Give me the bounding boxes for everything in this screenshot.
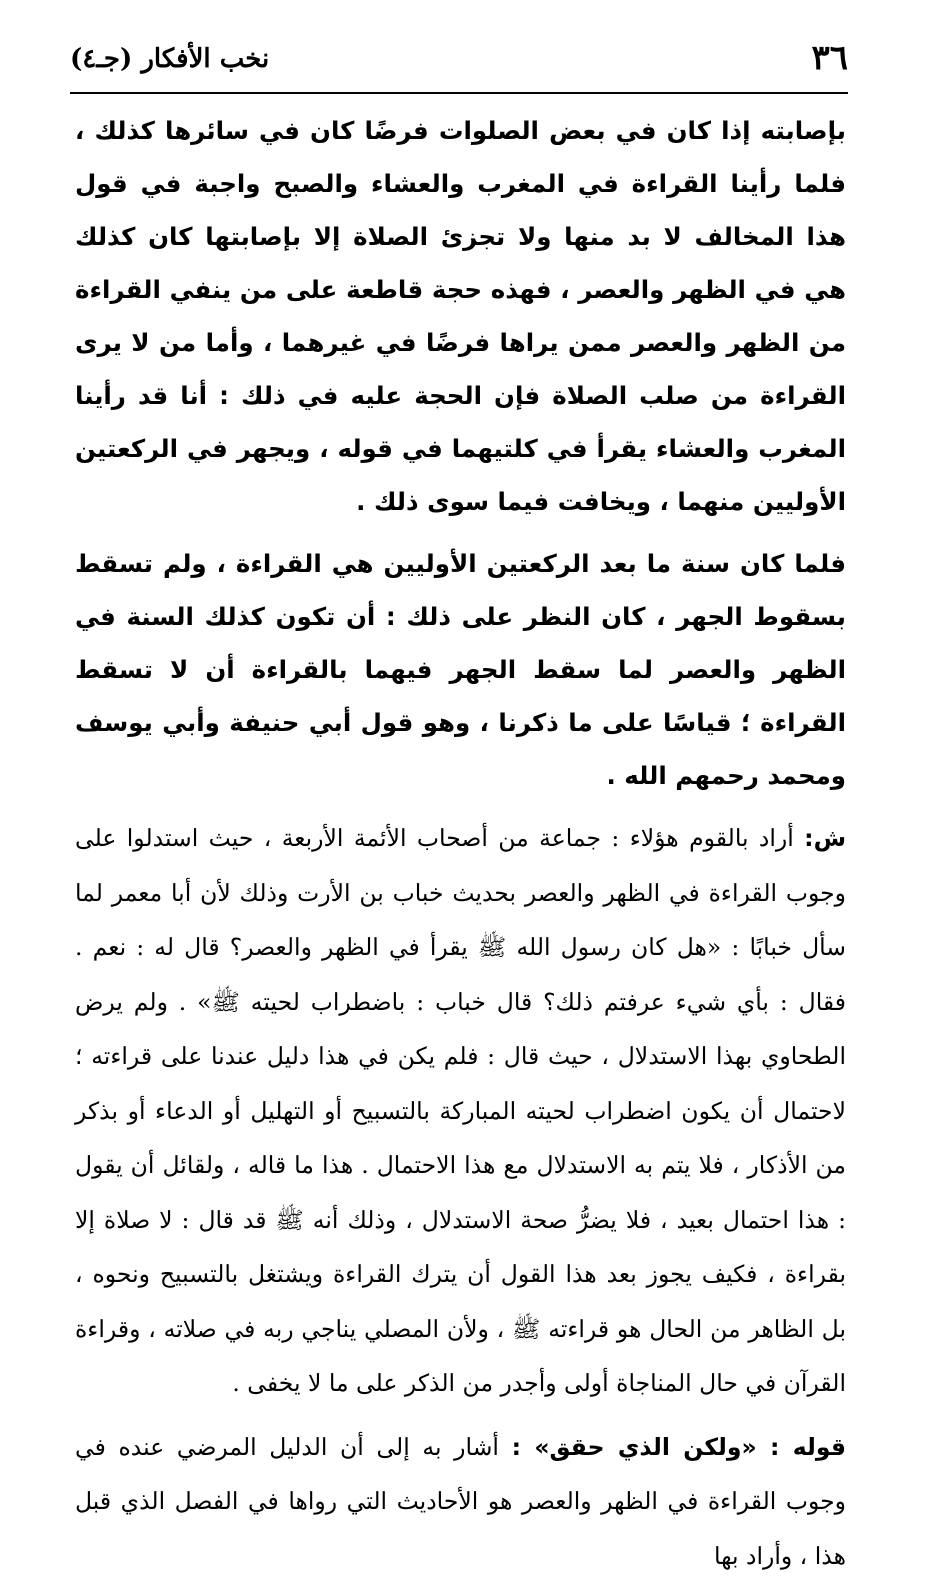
- sharh-text: أشار به إلى أن الدليل المرضي عنده في وجوب القراءة في الظهر والعصر هو الأحاديث التي رواها في الفصل الذي قبل هذا ، وأراد بها: [75, 1433, 846, 1570]
- sharh-marker: ش:: [804, 824, 846, 852]
- header-divider: [70, 92, 848, 94]
- matn-paragraph-1: بإصابته إذا كان في بعض الصلوات فرضًا كان في سائرها كذلك ، فلما رأينا القراءة في المغرب والعشاء والصبح واجبة في قول هذا المخالف لا بد منها ولا تجزئ الصلاة إلا بإصابتها كان كذلك هي في الظهر والعصر ، فهذه حجة قاطعة على من ينفي القراءة من الظهر والعصر ممن يراها فرضًا في غيرهما ، وأما من لا يرى القراءة من صلب الصلاة فإن الحجة عليه في ذلك : أنا قد رأينا المغرب والعشاء يقرأ في كلتيهما في قوله ، ويجهر في الركعتين الأوليين منهما ، ويخافت فيما سوى ذلك .: [75, 104, 846, 528]
- page-body: [75, 104, 846, 1583]
- sharh-paragraph-2: [75, 1420, 846, 1583]
- page-number: ٣٦: [811, 40, 848, 77]
- running-title: نخب الأفكار (جـ٤): [70, 44, 269, 75]
- quoted-phrase: قوله : «ولكن الذي حقق» :: [512, 1433, 846, 1461]
- page-header: [70, 38, 848, 86]
- matn-paragraph-2: فلما كان سنة ما بعد الركعتين الأوليين هي القراءة ، ولم تسقط بسقوط الجهر ، كان النظر على ذلك : أن تكون كذلك السنة في الظهر والعصر لما سقط الجهر فيهما بالقراءة أن لا تسقط القراءة ؛ قياسًا على ما ذكرنا ، وهو قول أبي حنيفة وأبي يوسف ومحمد رحمهم الله .: [75, 537, 846, 802]
- sharh-text: أراد بالقوم هؤلاء : جماعة من أصحاب الأئمة الأربعة ، حيث استدلوا على وجوب القراءة في الظهر والعصر بحديث خباب بن الأرت وذلك لأن أبا معمر لما سأل خبابًا : «هل كان رسول الله ﷺ يقرأ في الظهر والعصر؟ قال له : نعم . فقال : بأي شيء عرفتم ذلك؟ قال خباب : باضطراب لحيته ﷺ» . ولم يرض الطحاوي بهذا الاستدلال ، حيث قال : فلم يكن في هذا دليل عندنا على قراءته ؛ لاحتمال أن يكون اضطراب لحيته المباركة بالتسبيح أو التهليل أو الدعاء أو بذكر من الأذكار ، فلا يتم به الاستدلال مع هذا الاحتمال . هذا ما قاله ، ولقائل أن يقول : هذا احتمال بعيد ، فلا يضرُّ صحة الاستدلال ، وذلك أنه ﷺ قد قال : لا صلاة إلا بقراءة ، فكيف يجوز بعد هذا القول أن يترك القراءة ويشتغل بالتسبيح ونحوه ، بل الظاهر من الحال هو قراءته ﷺ ، ولأن المصلي يناجي ربه في صلاته ، وقراءة القرآن في حال المناجاة أولى وأجدر من الذكر على ما لا يخفى .: [75, 824, 846, 1397]
- sharh-paragraph-1: [75, 811, 846, 1411]
